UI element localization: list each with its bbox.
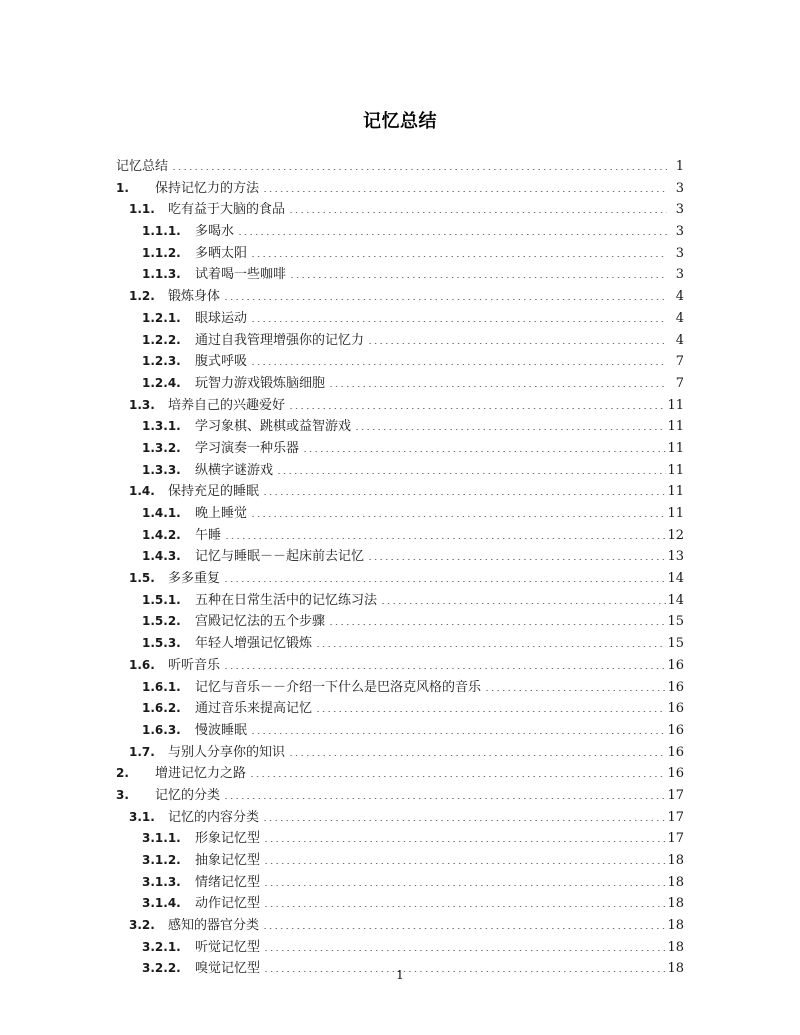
toc-dot-leader bbox=[264, 829, 666, 842]
toc-entry[interactable] bbox=[116, 677, 684, 699]
toc-entry-label: 保持充足的睡眠 bbox=[168, 484, 260, 500]
toc-entry-label: 腹式呼吸 bbox=[195, 354, 248, 370]
page-number-footer: 1 bbox=[396, 968, 404, 982]
toc-dot-leader bbox=[355, 417, 666, 430]
toc-entry-number: 1.3.1. bbox=[142, 419, 181, 434]
toc-entry-number: 1.5.2. bbox=[142, 614, 181, 629]
toc-entry[interactable] bbox=[116, 525, 684, 547]
toc-entry[interactable] bbox=[116, 915, 684, 937]
toc-entry-label: 慢波睡眠 bbox=[195, 722, 248, 738]
toc-dot-leader bbox=[329, 374, 667, 387]
toc-entry-label: 记忆总结 bbox=[116, 159, 169, 174]
toc-dot-leader bbox=[263, 179, 667, 192]
toc-entry-label: 锻炼身体 bbox=[168, 289, 221, 305]
toc-entry-page-number: 1 bbox=[675, 159, 684, 174]
toc-entry-label: 多晒太阳 bbox=[195, 245, 248, 261]
toc-entry[interactable] bbox=[116, 633, 684, 655]
toc-entry-number: 1.6. bbox=[129, 657, 155, 672]
toc-entry-label: 年轻人增强记忆锻炼 bbox=[195, 636, 313, 652]
toc-entry-page-number: 16 bbox=[667, 701, 684, 717]
toc-dot-leader bbox=[277, 461, 666, 474]
toc-entry[interactable] bbox=[116, 611, 684, 633]
toc-entry-label: 记忆的内容分类 bbox=[168, 809, 260, 825]
toc-entry-label: 多多重复 bbox=[168, 571, 221, 587]
toc-entry-number: 3.1.2. bbox=[142, 853, 181, 867]
toc-entry-number: 1.4. bbox=[129, 484, 155, 499]
toc-entry-page-number: 4 bbox=[675, 332, 684, 348]
toc-entry-label: 学习演奏一种乐器 bbox=[195, 440, 300, 456]
toc-dot-leader bbox=[289, 743, 666, 756]
toc-entry-number: 1.2.4. bbox=[142, 375, 181, 390]
toc-entry-label: 培养自己的兴趣爱好 bbox=[168, 397, 286, 413]
toc-entry-number: 1.4.2. bbox=[142, 527, 181, 542]
toc-entry-page-number: 16 bbox=[667, 722, 684, 738]
toc-entry-label: 通过音乐来提高记忆 bbox=[195, 701, 313, 717]
toc-entry-number: 1.1.1. bbox=[142, 224, 181, 239]
toc-entry-label: 晚上睡觉 bbox=[195, 506, 248, 521]
toc-entry-number: 1.3. bbox=[129, 397, 155, 412]
toc-dot-leader bbox=[263, 808, 666, 821]
toc-entry-page-number: 3 bbox=[675, 224, 684, 240]
toc-entry-page-number: 18 bbox=[667, 939, 684, 955]
toc-entry-label: 抽象记忆型 bbox=[195, 853, 261, 868]
toc-entry[interactable] bbox=[116, 221, 684, 243]
toc-dot-leader bbox=[329, 612, 666, 625]
toc-dot-leader bbox=[289, 396, 666, 409]
toc-entry[interactable] bbox=[116, 720, 684, 742]
toc-entry[interactable] bbox=[116, 308, 684, 330]
toc-entry[interactable] bbox=[116, 438, 684, 460]
toc-dot-leader bbox=[225, 526, 666, 539]
toc-dot-leader bbox=[172, 157, 667, 170]
toc-entry-number: 3.1.4. bbox=[142, 896, 181, 911]
toc-entry-number: 1.1. bbox=[129, 202, 155, 217]
toc-dot-leader bbox=[238, 222, 667, 235]
toc-entry[interactable] bbox=[116, 872, 684, 894]
toc-dot-leader bbox=[263, 482, 666, 495]
toc-entry-page-number: 16 bbox=[667, 657, 684, 673]
toc-entry-label: 吃有益于大脑的食品 bbox=[168, 202, 286, 218]
toc-entry-label: 学习象棋、跳棋或益智游戏 bbox=[195, 419, 352, 435]
toc-dot-leader bbox=[251, 244, 667, 257]
toc-dot-leader bbox=[251, 504, 666, 517]
toc-entry[interactable] bbox=[116, 655, 684, 677]
toc-entry-page-number: 18 bbox=[667, 853, 684, 868]
toc-entry-number: 1.5.3. bbox=[142, 636, 181, 651]
table-of-contents bbox=[116, 156, 684, 980]
toc-entry-page-number: 14 bbox=[667, 592, 684, 608]
toc-dot-leader bbox=[316, 699, 666, 712]
toc-entry[interactable] bbox=[116, 828, 684, 850]
toc-entry-number: 1.3.2. bbox=[142, 440, 181, 455]
toc-entry-number: 1.3.3. bbox=[142, 462, 181, 477]
toc-entry-page-number: 17 bbox=[667, 787, 684, 803]
toc-entry-label: 听听音乐 bbox=[168, 657, 221, 673]
toc-entry-label: 听觉记忆型 bbox=[195, 939, 261, 955]
toc-dot-leader bbox=[224, 786, 666, 799]
toc-entry-page-number: 16 bbox=[667, 679, 684, 695]
toc-dot-leader bbox=[264, 851, 666, 864]
toc-entry-page-number: 11 bbox=[667, 462, 684, 478]
toc-entry-number: 1.2.3. bbox=[142, 354, 181, 369]
toc-entry[interactable] bbox=[116, 416, 684, 438]
toc-entry[interactable] bbox=[116, 330, 684, 352]
toc-entry[interactable] bbox=[116, 481, 684, 503]
toc-entry-page-number: 18 bbox=[667, 918, 684, 934]
toc-entry[interactable] bbox=[116, 264, 684, 286]
toc-entry[interactable] bbox=[116, 178, 684, 200]
toc-entry-label: 与别人分享你的知识 bbox=[168, 744, 286, 760]
toc-entry-label: 嗅觉记忆型 bbox=[195, 961, 261, 977]
toc-entry-page-number: 11 bbox=[667, 484, 684, 500]
toc-entry-number: 1.2. bbox=[129, 289, 155, 304]
toc-dot-leader bbox=[263, 916, 666, 929]
toc-entry-number: 2. bbox=[116, 766, 129, 781]
toc-entry-page-number: 17 bbox=[667, 831, 684, 847]
toc-entry-page-number: 18 bbox=[667, 896, 684, 912]
toc-entry-page-number: 11 bbox=[667, 419, 684, 435]
toc-entry-label: 眼球运动 bbox=[195, 310, 248, 326]
toc-entry-page-number: 18 bbox=[667, 961, 684, 977]
toc-entry-number: 1.7. bbox=[129, 744, 155, 759]
toc-entry-page-number: 7 bbox=[675, 375, 684, 391]
toc-entry-label: 记忆与音乐－－介绍一下什么是巴洛克风格的音乐 bbox=[195, 679, 482, 695]
toc-dot-leader bbox=[290, 265, 667, 278]
toc-dot-leader bbox=[303, 439, 666, 452]
toc-entry-page-number: 7 bbox=[675, 354, 684, 370]
toc-entry-label: 午睡 bbox=[195, 527, 222, 543]
toc-dot-leader bbox=[289, 200, 667, 213]
toc-entry[interactable] bbox=[116, 568, 684, 590]
toc-entry-page-number: 16 bbox=[667, 744, 684, 760]
toc-entry[interactable] bbox=[116, 460, 684, 482]
toc-entry-page-number: 3 bbox=[675, 245, 684, 261]
toc-dot-leader bbox=[381, 591, 666, 604]
toc-entry-page-number: 17 bbox=[667, 809, 684, 825]
toc-entry-page-number: 13 bbox=[667, 549, 684, 565]
toc-entry-label: 增进记忆力之路 bbox=[155, 766, 247, 782]
toc-entry-number: 3. bbox=[116, 787, 129, 802]
toc-dot-leader bbox=[251, 309, 667, 322]
toc-entry-label: 通过自我管理增强你的记忆力 bbox=[195, 332, 365, 348]
toc-entry[interactable] bbox=[116, 199, 684, 221]
toc-entry-page-number: 15 bbox=[667, 636, 684, 652]
toc-entry-label: 记忆的分类 bbox=[155, 787, 221, 803]
page-title: 记忆总结 bbox=[363, 111, 437, 132]
toc-dot-leader bbox=[264, 873, 666, 886]
toc-entry-label: 形象记忆型 bbox=[195, 831, 261, 847]
toc-dot-leader bbox=[264, 894, 666, 907]
toc-entry-label: 多喝水 bbox=[195, 224, 235, 240]
toc-entry-page-number: 11 bbox=[667, 506, 684, 521]
toc-entry-number: 1.1.2. bbox=[142, 245, 181, 260]
toc-entry[interactable] bbox=[116, 893, 684, 915]
toc-entry-number: 1.2.1. bbox=[142, 310, 181, 325]
toc-entry-number: 1.6.2. bbox=[142, 701, 181, 716]
toc-entry-page-number: 11 bbox=[667, 397, 684, 413]
toc-entry[interactable] bbox=[116, 243, 684, 265]
toc-dot-leader bbox=[224, 569, 666, 582]
toc-entry-page-number: 16 bbox=[667, 766, 684, 782]
toc-entry[interactable] bbox=[116, 807, 684, 829]
toc-entry[interactable] bbox=[116, 351, 684, 373]
toc-entry-page-number: 18 bbox=[667, 874, 684, 890]
toc-entry-page-number: 12 bbox=[667, 527, 684, 543]
toc-entry[interactable] bbox=[116, 850, 684, 872]
toc-entry-number: 1.6.3. bbox=[142, 722, 181, 737]
toc-entry-page-number: 3 bbox=[675, 202, 684, 218]
toc-entry-label: 试着喝一些咖啡 bbox=[195, 267, 287, 283]
toc-entry-number: 1.1.3. bbox=[142, 267, 181, 282]
toc-entry-number: 1. bbox=[116, 180, 129, 195]
toc-entry[interactable] bbox=[116, 286, 684, 308]
toc-entry[interactable] bbox=[116, 785, 684, 807]
toc-entry-number: 1.6.1. bbox=[142, 679, 181, 694]
toc-entry-page-number: 11 bbox=[667, 440, 684, 456]
toc-entry[interactable] bbox=[116, 373, 684, 395]
toc-entry-label: 玩智力游戏锻炼脑细胞 bbox=[195, 375, 326, 391]
toc-entry[interactable] bbox=[116, 395, 684, 417]
toc-entry[interactable] bbox=[116, 698, 684, 720]
toc-entry-number: 1.4.1. bbox=[142, 506, 181, 520]
toc-dot-leader bbox=[485, 678, 666, 691]
toc-entry[interactable] bbox=[116, 546, 684, 568]
toc-entry-page-number: 14 bbox=[667, 571, 684, 587]
toc-entry-label: 纵横字谜游戏 bbox=[195, 462, 274, 478]
toc-entry-number: 1.5.1. bbox=[142, 592, 181, 607]
toc-dot-leader bbox=[368, 331, 667, 344]
toc-dot-leader bbox=[250, 764, 666, 777]
toc-entry-label: 保持记忆力的方法 bbox=[155, 180, 260, 196]
toc-entry-number: 3.1.3. bbox=[142, 874, 181, 889]
toc-entry-number: 1.5. bbox=[129, 571, 155, 586]
toc-dot-leader bbox=[264, 938, 666, 951]
toc-entry-page-number: 15 bbox=[667, 614, 684, 630]
toc-entry-page-number: 3 bbox=[675, 180, 684, 196]
toc-dot-leader bbox=[251, 721, 666, 734]
toc-entry[interactable] bbox=[116, 590, 684, 612]
toc-entry-page-number: 4 bbox=[675, 289, 684, 305]
toc-entry-page-number: 4 bbox=[675, 310, 684, 326]
toc-entry[interactable] bbox=[116, 742, 684, 764]
toc-entry-number: 1.2.2. bbox=[142, 332, 181, 347]
toc-entry-number: 3.1.1. bbox=[142, 831, 181, 846]
toc-entry-label: 记忆与睡眠－－起床前去记忆 bbox=[195, 549, 365, 565]
toc-dot-leader bbox=[368, 547, 666, 560]
toc-entry-label: 动作记忆型 bbox=[195, 896, 261, 912]
toc-entry-number: 3.2. bbox=[129, 918, 155, 933]
toc-entry[interactable] bbox=[116, 156, 684, 178]
toc-dot-leader bbox=[224, 287, 667, 300]
toc-entry-number: 1.4.3. bbox=[142, 549, 181, 564]
toc-dot-leader bbox=[224, 656, 666, 669]
toc-dot-leader bbox=[251, 352, 667, 365]
toc-entry-page-number: 3 bbox=[675, 267, 684, 283]
toc-entry[interactable] bbox=[116, 763, 684, 785]
toc-entry-label: 感知的器官分类 bbox=[168, 918, 260, 934]
toc-entry-number: 3.1. bbox=[129, 809, 155, 824]
toc-entry-label: 五种在日常生活中的记忆练习法 bbox=[195, 592, 378, 608]
toc-entry-number: 3.2.1. bbox=[142, 939, 181, 954]
toc-entry[interactable] bbox=[116, 937, 684, 959]
toc-entry[interactable] bbox=[116, 503, 684, 525]
toc-entry-label: 情绪记忆型 bbox=[195, 874, 261, 890]
toc-entry-label: 宫殿记忆法的五个步骤 bbox=[195, 614, 326, 630]
toc-dot-leader bbox=[316, 634, 666, 647]
toc-entry-number: 3.2.2. bbox=[142, 961, 181, 976]
